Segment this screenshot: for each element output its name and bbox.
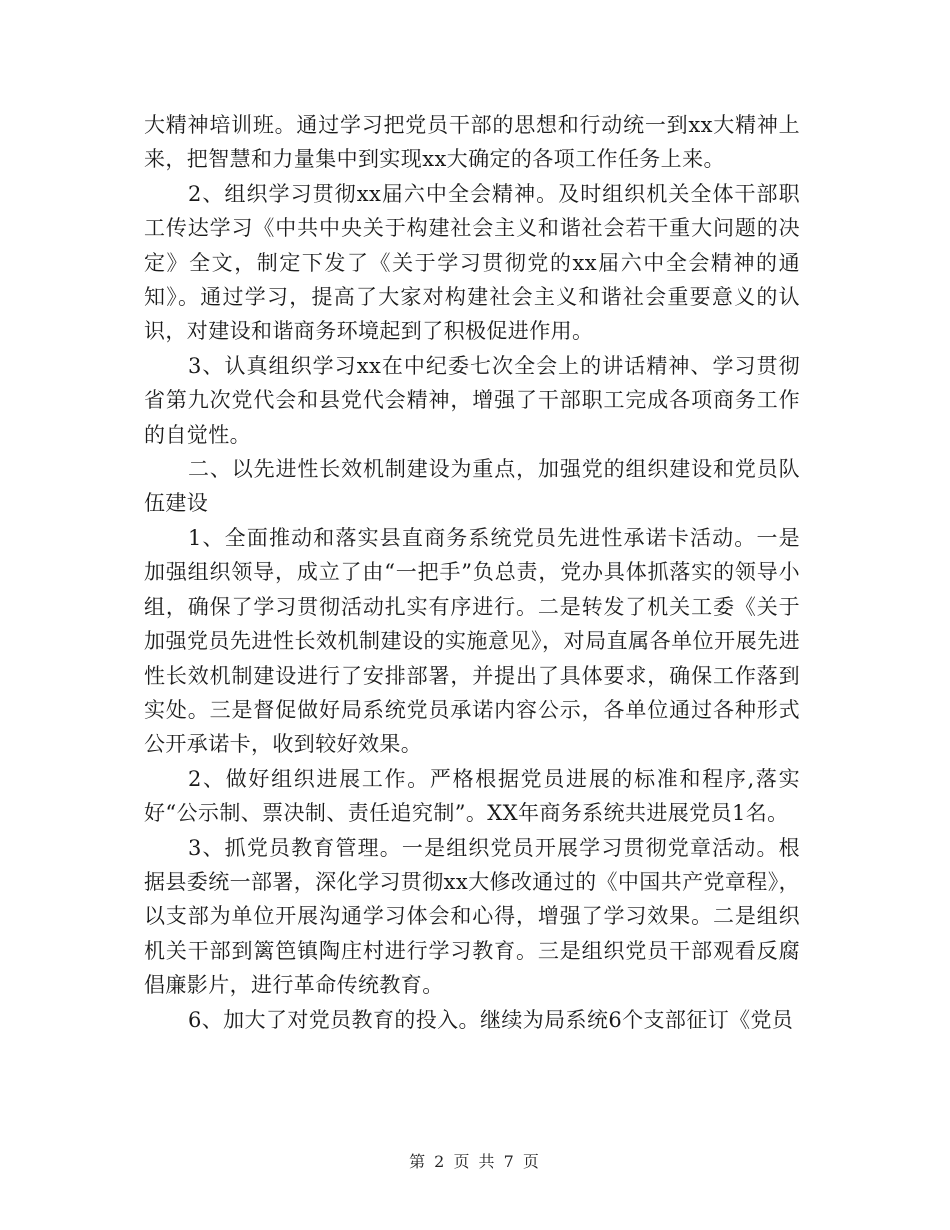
- document-body: [144, 108, 800, 1037]
- page-number-footer: 第 2 页 共 7 页: [409, 1152, 541, 1171]
- paragraph-4: 1、全面推动和落实县直商务系统党员先进性承诺卡活动。一是加强组织领导，成立了由“一把手”负总责，党办具体抓落实的领导小组，确保了学习贯彻活动扎实有序进行。二是转发了机关工委《关于加强党员先进性长效机制建设的实施意见》，对局直属各单位开展先进性长效机制建设进行了安排部署，并提出了具体要求，确保工作落到实处。三是督促做好局系统党员承诺内容公示，各单位通过各种形式公开承诺卡，收到较好效果。: [144, 525, 800, 757]
- paragraph-1: 大精神培训班。通过学习把党员干部的思想和行动统一到xx大精神上来，把智慧和力量集中到实现xx大确定的各项工作任务上来。: [144, 113, 800, 172]
- paragraph-6: 3、抓党员教育管理。一是组织党员开展学习贯彻党章活动。根据县委统一部署，深化学习贯彻xx大修改通过的《中国共产党章程》，以支部为单位开展沟通学习体会和心得，增强了学习效果。二是组织机关干部到篱笆镇陶庄村进行学习教育。三是组织党员干部观看反腐倡廉影片，进行革命传统教育。: [144, 835, 800, 998]
- paragraph-5: 2、做好组织进展工作。严格根据党员进展的标准和程序,落实好“公示制、票决制、责任追究制”。XX年商务系统共进展党员1名。: [144, 766, 800, 826]
- paragraph-3: 3、认真组织学习xx在中纪委七次全会上的讲话精神、学习贯彻省第九次党代会和县党代会精神，增强了干部职工完成各项商务工作的自觉性。: [144, 353, 800, 447]
- paragraph-7: 6、加大了对党员教育的投入。继续为局系统6个支部征订《党员: [188, 1007, 794, 1032]
- section-heading: 二、以先进性长效机制建设为重点，加强党的组织建设和党员队伍建设: [144, 457, 800, 516]
- paragraph-2: 2、组织学习贯彻xx届六中全会精神。及时组织机关全体干部职工传达学习《中共中央关于构建社会主义和谐社会若干重大问题的决定》全文，制定下发了《关于学习贯彻党的xx届六中全会精神的通知》。通过学习，提高了大家对构建社会主义和谐社会重要意义的认识，对建设和谐商务环境起到了积极促进作用。: [144, 181, 800, 344]
